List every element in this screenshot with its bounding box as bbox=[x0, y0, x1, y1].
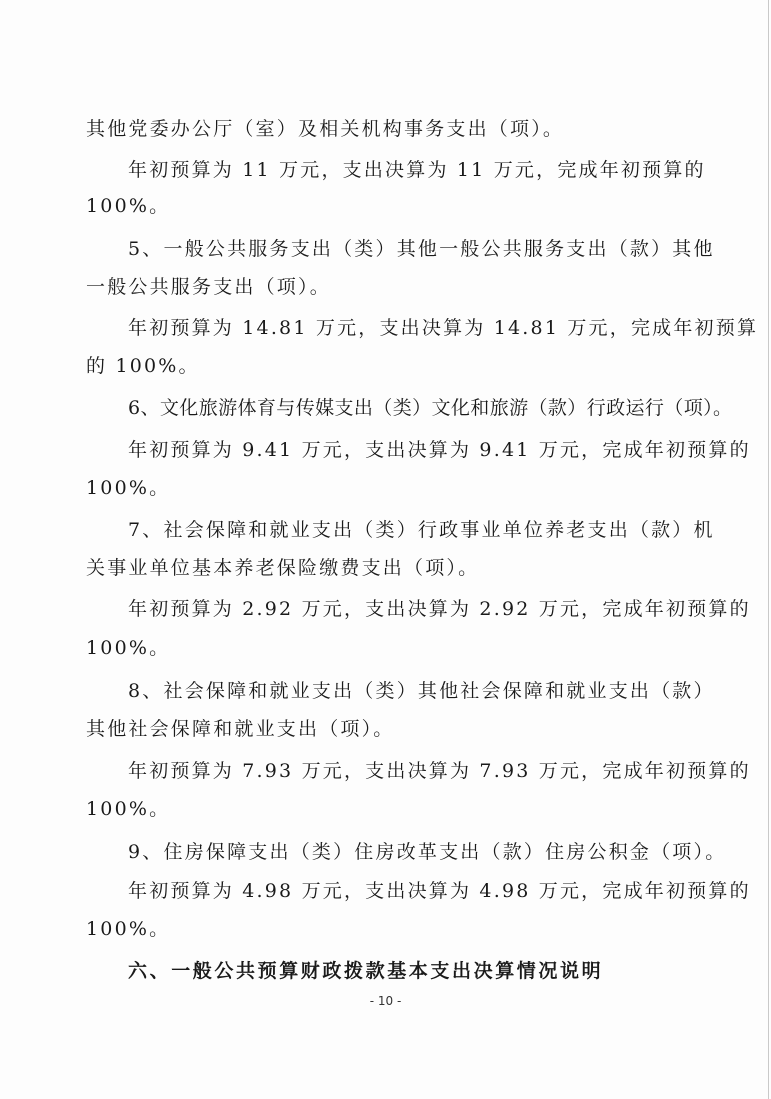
text-line: 100%。 bbox=[86, 918, 171, 940]
text-line: 年初预算为 14.81 万元，支出决算为 14.81 万元，完成年初预算 bbox=[128, 317, 759, 339]
scan-edge-mark bbox=[768, 0, 769, 1099]
text-line: 9、住房保障支出（类）住房改革支出（款）住房公积金（项）。 bbox=[128, 841, 727, 863]
text-line: 年初预算为 2.92 万元，支出决算为 2.92 万元，完成年初预算的 bbox=[128, 598, 751, 620]
text-line: 一般公共服务支出（项）。 bbox=[86, 276, 331, 298]
text-line: 年初预算为 11 万元，支出决算为 11 万元，完成年初预算的 bbox=[128, 159, 706, 181]
text-line: 8、社会保障和就业支出（类）其他社会保障和就业支出（款） bbox=[128, 680, 715, 702]
text-line: 其他党委办公厅（室）及相关机构事务支出（项）。 bbox=[86, 118, 565, 140]
text-line: 的 100%。 bbox=[86, 355, 200, 377]
text-line: 关事业单位基本养老保险缴费支出（项）。 bbox=[86, 557, 480, 579]
text-line: 年初预算为 4.98 万元，支出决算为 4.98 万元，完成年初预算的 bbox=[128, 880, 751, 902]
text-line: 6、文化旅游体育与传媒支出（类）文化和旅游（款）行政运行（项）。 bbox=[128, 397, 733, 419]
text-line: 年初预算为 9.41 万元，支出决算为 9.41 万元，完成年初预算的 bbox=[128, 439, 751, 461]
section-heading: 六、一般公共预算财政拨款基本支出决算情况说明 bbox=[128, 960, 604, 982]
text-line: 5、一般公共服务支出（类）其他一般公共服务支出（款）其他 bbox=[128, 238, 715, 260]
text-line: 100%。 bbox=[86, 195, 171, 217]
text-line: 其他社会保障和就业支出（项）。 bbox=[86, 718, 395, 740]
page-number: - 10 - bbox=[369, 994, 402, 1008]
text-line: 年初预算为 7.93 万元，支出决算为 7.93 万元，完成年初预算的 bbox=[128, 760, 751, 782]
text-line: 100%。 bbox=[86, 637, 171, 659]
text-line: 7、社会保障和就业支出（类）行政事业单位养老支出（款）机 bbox=[128, 519, 715, 541]
text-line: 100%。 bbox=[86, 477, 171, 499]
text-line: 100%。 bbox=[86, 798, 171, 820]
